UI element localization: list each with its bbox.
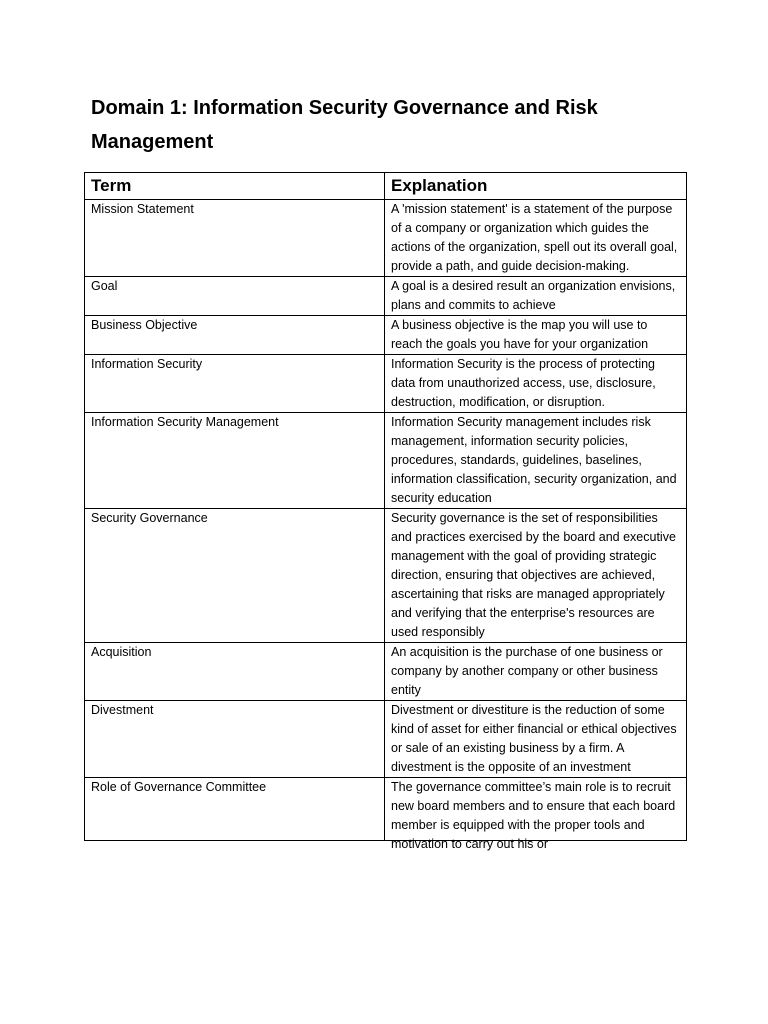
table-row: [85, 701, 687, 778]
term-cell: Mission Statement: [85, 200, 385, 277]
explanation-cell: A goal is a desired result an organization envisions, plans and commits to achieve: [385, 277, 687, 316]
table-row: [85, 643, 687, 701]
table-row: [85, 778, 687, 841]
explanation-cell: A business objective is the map you will use to reach the goals you have for your organization: [385, 316, 687, 355]
term-cell: Divestment: [85, 701, 385, 778]
table-row: [85, 509, 687, 643]
explanation-cell: Security governance is the set of responsibilities and practices exercised by the board and executive management with the goal of providing strategic direction, ensuring that objectives are achieved, ascertaining that risks are managed appropriately and verifying that the enterprise's resources are used responsibly: [385, 509, 687, 643]
column-header-explanation: Explanation: [385, 173, 687, 200]
glossary-table: [84, 172, 687, 851]
table-row: [85, 316, 687, 355]
term-cell: [85, 778, 385, 841]
table-row: [85, 413, 687, 509]
table-header-row: [85, 173, 687, 200]
term-cell: Security Governance: [85, 509, 385, 643]
explanation-cell: A 'mission statement' is a statement of the purpose of a company or organization which guides the actions of the organization, spell out its overall goal, provide a path, and guide decision-making.: [385, 200, 687, 277]
explanation-cell: An acquisition is the purchase of one business or company by another company or other business entity: [385, 643, 687, 701]
column-header-term: Term: [85, 173, 385, 200]
explanation-cell: [385, 778, 687, 851]
term-cell: Acquisition: [85, 643, 385, 701]
term-cell: Business Objective: [85, 316, 385, 355]
explanation-text: The governance committee’s main role is to recruit new board members and to ensure that each board member is equipped with the proper tools and motivation to carry out his or: [391, 780, 676, 851]
page-title: Domain 1: Information Security Governance and Risk Management: [91, 97, 598, 153]
term-cell: Goal: [85, 277, 385, 316]
explanation-cell: Information Security is the process of protecting data from unauthorized access, use, disclosure, destruction, modification, or disruption.: [385, 355, 687, 413]
term-cell: Information Security Management: [85, 413, 385, 509]
table-row: [85, 277, 687, 316]
term-cell: Information Security: [85, 355, 385, 413]
explanation-cell: Information Security management includes risk management, information security policies, procedures, standards, guidelines, baselines, information classification, security organization, and security education: [385, 413, 687, 509]
term-text: Role of Governance Committee: [91, 780, 267, 794]
table-row: [85, 355, 687, 413]
table-row: [85, 200, 687, 277]
explanation-cell: Divestment or divestiture is the reduction of some kind of asset for either financial or ethical objectives or sale of an existing business by a firm. A divestment is the opposite of an investment: [385, 701, 687, 778]
